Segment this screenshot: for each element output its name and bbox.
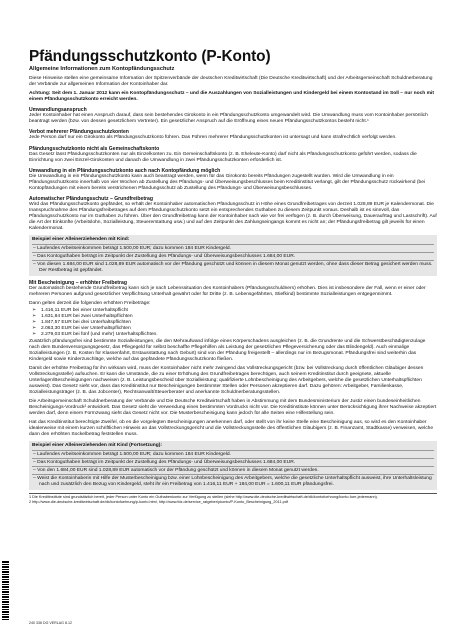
section-text: Die Umwandlung in ein Pfändungsschutzkonto kann auch beantragt werden, wenn für das Girokonto bereits Pfändungen zugestellt wurden. Wird die Umwandlung in ein Pfändungsschutzkonto innerhalb von vier Wochen ab Zustellung des Pfändungs- und Überweisungsbeschlusses beim Kreditinstitut verlangt, gilt der Pfändungsschutz rückwirkend (bei Kontopfändungen mit einem bereits verstrichenen Pfändungsschutz ab Zustellung des Pfändungs- und Überweisungsbeschlusses. [29, 173, 426, 191]
example-box-title: Beispiel einer Alleinerziehenden mit Kind: [32, 237, 434, 245]
example-row: – Von den 1.684,00 EUR sind 1.028,89 EUR automatisch vor der Pfändung geschützt und können in diesem Monat genutzt werden. [32, 467, 434, 475]
section-text: Wird das Pfändungsschutzkonto gepfändet, so erhält der Kontoinhaber automatischen Pfändungsschutz in Höhe eines Grundfreibetrages von derzeit 1.028,89 EUR je Kalendermonat. Die Inanspruchnahme des Pfändungsfreibetrages auf dem Pfändungsschutzkonto setzt ein entsprechendes Guthaben zu diesem Zeitpunkt voraus. Deshalb ist es sinnvoll, das Pfändungsschutzkonto nur im Guthaben zu führen. Über den Grundfreibetrag kann der Kontoinhaber nach wie vor frei verfügen (z. B. durch Überweisung, Daueraufrtag und Lastschrift). Auf die Art der Einkünfte (Arbeitslohn, Sozialleistung, Steuererstattung usw.) und auf den Zeitpunkt des Zahlungseingangs kommt es nicht an; der Pfändungsfreibetrag gilt jeweils für einen Kalendermonat. [29, 202, 437, 232]
list-item: ➢ 2.279,03 EUR bei fünf (und mehr) Unterhaltspflichten. [32, 331, 158, 337]
section-text: Damit der erhöhte Freibetrag für ihn wirksam wird, muss der Kontoinhaber nicht mehr zwingend das Vollstreckungsgericht (bzw. bei Vollstreckung durch öffentlichen Gläubiger dessen Vollstreckungsstelle) aufsuchen. Er kann die Umstände, die zu einer Erhöhung des Grundfreibetrages berechtigen, auch seinem Kreditinstitut durch geeignete, aktuelle Unterlagen/Bescheinigungen nachweisen (z. B. Leistungsbescheid über Sozialleistung; qualifizierte Lohnbescheinigung des Arbeitgebers, welche die gesetzlichen Unterhaltspflichten ausweist). Das Gesetz sieht vor, dass das Kreditinstitut nur Bescheinigungen bestimmter Stellen oder Personen akzeptieren darf. Dazu gehören: Arbeitgeber, Familienkasse, Sozialleistungsträger (z. B. das Jobcenter), Rechtsanwalt/Steuerberater und anerkannte Schuldnerberatungsstellen. [29, 365, 424, 396]
section-text: Jeder Kontoinhaber hat einen Anspruch darauf, dass sein bestehendes Girokonto in ein Pfändungsschutzkonto umgewandelt wird. Die Umwandlung muss vom Kontoinhaber persönlich beantragt werden (bzw. von dessen gesetzlichem Vertreter). Ein gesetzlicher Anspruch auf die Eröffnung eines neuen Pfändungsschutzkontos besteht nicht.¹ [29, 113, 428, 125]
arrow-icon: ➢ [32, 319, 37, 325]
section-heading: Automatischer Pfändungsschutz – Grundfreibetrag [29, 195, 153, 202]
list-item: ➢ 1.847,57 EUR bei drei Unterhaltspflichten [32, 319, 131, 325]
section-text: Jede Person darf nur ein Girokonto als Pfändungsschutzkonto führen. Das Führen mehrerer Pfändungsschutzkonten ist untersagt und kann strafrechtlich verfolgt werden. [29, 135, 397, 141]
example-box-title: Beispiel einer Alleinerziehenden mit Kind (Fortsetzung): [32, 443, 434, 451]
page-title: Pfändungsschutzkonto (P-Konto) [29, 48, 271, 65]
example-row: – Laufendes Arbeitseinkommen beträgt 1.500,00 EUR; dazu kommen 184 EUR Kindergeld. [32, 245, 434, 253]
section-heading: Verbot mehrerer Pfändungsschutzkonten [29, 129, 129, 136]
example-box-continued [29, 441, 437, 490]
section-text: Das Gesetz lässt Pfändungsschutzkonten nur als Einzelkonten zu. Ein Gemeinschaftskonto (z. B. Eheleute-Konto) darf nicht als Pfändungsschutzkonto geführt werden, sodass die Einrichtung von zwei Einzel-Girokonten und danach die Umwandlung in zwei Pfändungsschutzkonten erforderlich ist. [29, 151, 417, 163]
section-heading: Umwandlung in ein Pfändungsschutzkonto auch nach Kontopfändung möglich [29, 167, 221, 174]
section-text: Zusätzlich pfändungsfrei sind bestimmte Sozialleistungen, die den Mehraufwand infolge eines Körperschadens ausgleichen (z. B. die Grundrente und die Schwerstbeschädigtenzulage nach dem Bundesversorgungsgesetz, das Pflegegeld für selbst beschaffte Pflegehilfen als Leistung der gesetzlichen Pflegeversicherung oder das Blindengeld). Auch einmalige Sozialleistungen (z. B. Kosten für Klassenfahrt, Erstausstattung nach Geburt) sind von der Pfändung freigestellt – allerdings nur im Bezugsmonat. Pfändungsfrei sind weiterhin das Kindergeld sowie Kinderzuschläge, welche auf das gepfändete Pfändungsschutzkonto fließen. [29, 338, 426, 362]
footnotes [29, 493, 437, 504]
section-text: Die Arbeitsgemeinschaft Schuldnerberatung der Verbände und Die Deutsche Kreditwirtschaft haben in Abstimmung mit dem Bundesministerium der Justiz einen bundeseinheitlichen Bescheinigungs-Vordruck² entwickelt. Das Gesetz sieht die Verwendung eines bestimmten Vordrucks nicht vor. Die Kreditinstitute können unter Berücksichtigung ihrer Nachweise akzeptiert werden darf, denn einem Formzwang sieht das Gesetz nicht vor. Die Musterbescheinigung kann jedoch für alle Seiten eine Hilfestellung sein. [29, 399, 437, 417]
section-heading: Pfändungsschutzkonto nicht als Gemeinschaftskonto [29, 145, 160, 152]
example-row: – Weist die Kontoinhaberin mit Hilfe der Musterbescheinigung bzw. einer Lohnbescheinigung des Arbeitgebers, welche die gesetzliche Unterhaltspflicht ausweist, ihre Unterhaltsleistung nach und zusätzlich den Bezug von Kindergeld, steht ihr ein Freibetrag von 1.416,11 EUR + 184,00 EUR = 1.600,11 EUR pfändungsfrei. [33, 475, 432, 487]
intro-paragraph: Diese Hinweise stellen eine gemeinsame Information der Spitzenverbände der deutschen Kreditwirtschaft (Die Deutsche Kreditwirtschaft) und der Arbeitsgemeinschaft Schuldnerberatung der Verbände zur allgemeinen Information der Kontoinhaber dar. [29, 76, 433, 88]
list-item: ➢ 2.063,30 EUR bei vier Unterhaltspflichten [32, 325, 131, 331]
barcode [2, 560, 9, 620]
example-row: – Von diesen 1.684,00 EUR sind 1.028,89 EUR automatisch vor der Pfändung geschützt und können in diesem Monat genutzt werden, ohne dass dieser Betrag gesichert werden muss. Der Restbetrag ist gepfändet. [33, 261, 433, 273]
notice-paragraph: Achtung: Seit dem 1. Januar 2012 kann ein Kontopfändungsschutz – und die Auszahlungen von Sozialleistungen und Kindergeld bei einem Kontostand im Soll – nur noch mit einem Pfändungsschutzkonto erreicht werden. [29, 91, 434, 103]
section-heading: Mit Bescheinigung – erhöhter Freibetrag [29, 280, 127, 287]
document-page [29, 48, 437, 505]
page-footer: 240 336 DG VERLAG 8.12 [29, 621, 72, 625]
arrow-icon: ➢ [32, 331, 37, 337]
arrow-icon: ➢ [32, 325, 37, 331]
page-subtitle: Allgemeine Informationen zum Kontopfändungsschutz [29, 66, 175, 72]
list-intro: Dann gelten derzeit die folgenden erhöhten Freibeträge: [29, 301, 151, 307]
example-row: – Das Kontoguthaben beträgt im Zeitpunkt der Zustellung des Pfändungs- und Überweisungsbeschlusses 1.684,00 EUR. [32, 459, 434, 467]
section-text: Hat das Kreditinstitut berechtigte Zweifel, ob es die vorgelegten Bescheinigungen anerkennen darf, oder stellt von ihr keine Stelle eine Bescheinigung aus, so wird es den Kontoinhaber idealerweise mit einem kurzen schriftlichen Hinweis an das Vollstreckungsgericht und die Vollstreckungsstelle des öffentlichen Gläubigers (z. B. Finanzamt, Stadtkasse) verweisen, welche dann den erhöhten Sockelbetrag feststellen muss. [29, 420, 434, 438]
arrow-icon: ➢ [32, 313, 37, 319]
example-row: – Laufendes Arbeitseinkommen beträgt 1.500,00 EUR; dazu kommen 184 EUR Kindergeld. [32, 451, 434, 459]
section-text: Der automatisch bestehende Grundfreibetrag kann sich je nach Lebenssituation des Kontoinhabers (Pfändungsschuldners) erhöhen. Dies ist insbesondere der Fall, wenn er einer oder mehreren Personen aufgrund gesetzlicher Verpflichtung Unterhalt gewährt oder für Dritte (z. B. Lebensgefährten, Stiefkind) bestimmte Sozialleistungen entgegennimmt. [29, 286, 426, 298]
arrow-icon: ➢ [32, 307, 37, 313]
example-box [29, 235, 437, 276]
list-item: ➢ 1.416,11 EUR bei einer Unterhaltspflicht [32, 307, 128, 313]
list-item: ➢ 1.631,84 EUR bei zwei Unterhaltspflichten [32, 313, 133, 319]
freibetrag-list [29, 308, 437, 338]
section-heading: Umwandlungsanspruch [29, 107, 87, 114]
example-row: – Das Kontoguthaben beträgt im Zeitpunkt der Zustellung des Pfändungs- und Überweisungsbeschlusses 1.684,00 EUR. [32, 253, 434, 261]
footnote: 1 Die Kreditinstitute sind grundsätzlich bereit, jeder Person unter Konto ein Guthabenkonto zur Verfügung zu stellen (siehe http://www.die-deutsche-kreditwirtschaft.de/dk/kontofuehrung/konto-fuer-jedermann). [29, 495, 378, 500]
footnote: 2 http://www.die-deutsche-kreditwirtschaft.de/dk/kontofuehrung/p-konto.html, http://www.fdz.de/service_ratgeber/pkonto/P-Konto_Bescheinigung_2011.pdf [29, 500, 288, 505]
